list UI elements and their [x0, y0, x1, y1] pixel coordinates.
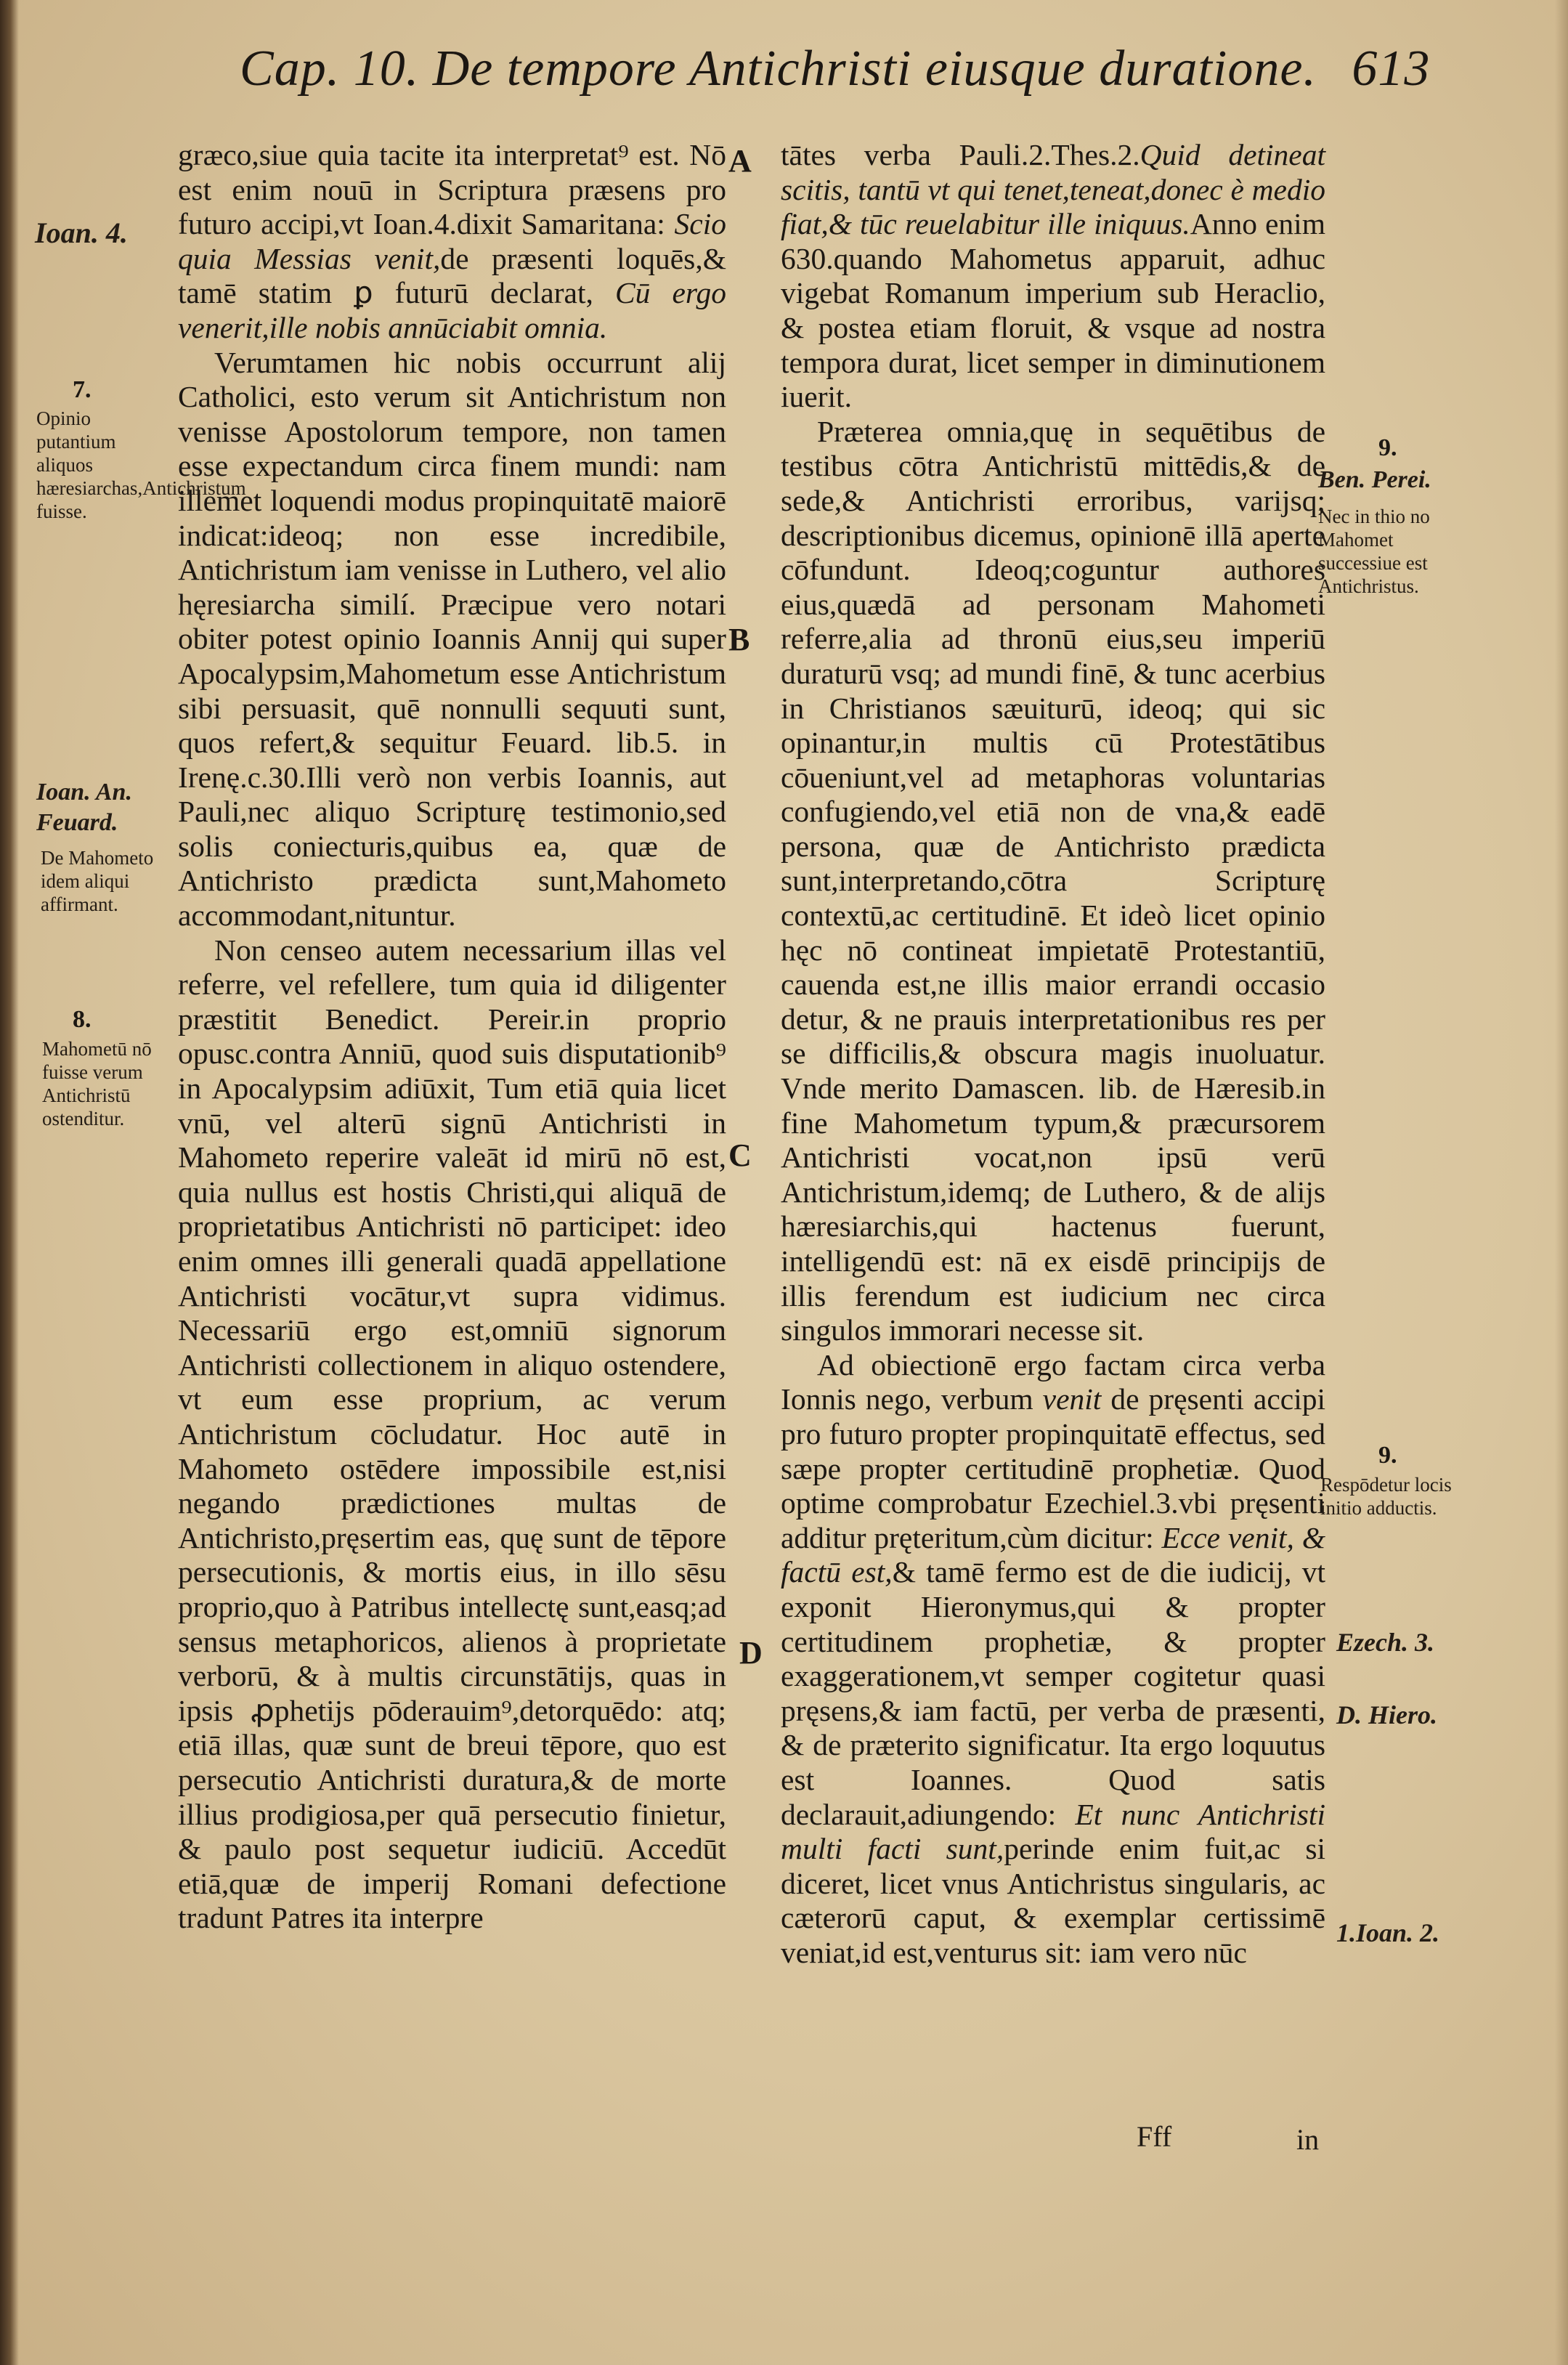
- section-letter-b: B: [728, 622, 750, 657]
- margin-ref-hiero: D. Hiero.: [1336, 1700, 1437, 1729]
- margin-note-7: Opinio putantium aliquos hæresiarchas,Antichristum fuisse.: [36, 407, 246, 522]
- running-header: [240, 29, 1518, 109]
- right-paragraph-1: tātes verba Pauli.2.Thes.2.Quid detineat scitis, tantū vt qui tenet,teneat,donec è medio fiat,& tūc reuelabitur ille iniquus.Anno enim 630.quando Mahometus apparuit, adhuc vigebat Romanum imperium sub Heraclio, & postea etiam floruit, & vsque ad nostra tempora durat, licet semper in diminutionem iuerit.: [781, 138, 1325, 414]
- page-edge-shadow: [1555, 0, 1568, 2365]
- right-text-column: [781, 138, 1325, 1970]
- margin-number-7: 7.: [73, 376, 92, 403]
- margin-number-9b: 9.: [1378, 1442, 1397, 1469]
- section-letter-a: A: [728, 143, 752, 179]
- margin-ref-ezech: Ezech. 3.: [1336, 1628, 1434, 1657]
- margin-ref-pereir: Ben. Perei.: [1318, 466, 1431, 493]
- margin-note-8: Mahometū nō fuisse verum Antichristū ostenditur.: [42, 1038, 152, 1129]
- margin-note-pereir: Nec in thio no Mahomet successiue est Antichristus.: [1318, 506, 1430, 597]
- binding-gutter: [0, 0, 19, 2365]
- margin-note-9b: Respōdetur locis initio adductis.: [1320, 1474, 1452, 1519]
- header-title: Cap. 10. De tempore Antichristi eiusque duratione.: [240, 41, 1317, 97]
- section-letter-c: C: [728, 1137, 752, 1173]
- margin-note-annius: De Mahometo idem aliqui affirmant.: [41, 847, 154, 915]
- left-paragraph-2: Verumtamen hic nobis occurrunt alij Catholici, esto verum sit Antichristum non venisse Apostolorum tempore, non tamen esse expectandum circa finem mundi: nam illemet loquendi modus propinquitatē maiorē indicat:ideoq; non esse incredibile, Antichristum iam venisse in Luthero, vel alio hęresiarcha similí. Præcipue vero notari obiter potest opinio Ioannis Annij qui super Apocalypsim,Mahometum esse Antichristum sibi persuasit, quē nonnulli sequuti sunt, quos refert,& sequitur Feuard. lib.5. in Irenę.c.30.Illi verò non verbis Ioannis, aut Pauli,nec aliquo Scripturę testimonio,sed solis coniecturis,quibus ea, quæ de Antichristo prædicta sunt,Mahometo accommodant,nituntur.: [178, 345, 726, 933]
- margin-number-8: 8.: [73, 1006, 92, 1033]
- section-letter-d: D: [739, 1635, 763, 1671]
- right-paragraph-2: Præterea omnia,quę in sequētibus de testibus cōtra Antichristū mittēdis,& de sede,& Antichristi erroribus, varijsq; descriptionibus dicemus, opinionē illā aperte cōfundunt. Ideoq;coguntur authores eius,quædā ad personam Mahometi referre,alia ad thronū eius,seu imperiū duraturū vsq; ad mundi finē, & tunc acerbius in Christianos sæuiturū, ideoq; qui sic opinantur,in multis cū Protestātibus cōueniunt,vel ad metaphoras voluntarias confugiendo,vel etiā non de vna,& eadē persona, quæ de Antichristo prædicta sunt,interpretando,cōtra Scripturę contextū,ac certitudinē. Et ideò licet opinio hęc nō contineat impietatē Protestantiū, cauenda est,ne illis maior errandi occasio detur, & ne prauis interpretationibus res per se difficilis,& obscura magis inuoluatur. Vnde merito Damascen. lib. de Hæresib.in fine Mahometum typum,& præcursorem Antichristi vocat,non ipsū verū Antichristum,idemq; de Luthero, & de alijs hæresiarchis,qui hactenus fuerunt, intelligendū est: nā ex eisdē principijs de illis ferendum est iudicium nec circa singulos immorari necesse sit.: [781, 414, 1325, 1347]
- right-paragraph-3: Ad obiectionē ergo factam circa verba Ionnis nego, verbum venit de pręsenti accipi pro futuro propter propinquitatē effectus, sed sæpe propter certitudinē prophetiæ. Quod optime comprobatur Ezechiel.3.vbi pręsenti additur pręteritum,cùm dicitur: Ecce venit, & factū est,& tamē fermo est de die iudicij, vt exponit Hieronymus,qui & propter certitudinem prophetiæ, & propter exaggerationem,vt semper cogitetur quasi pręsens,& iam factū, per verba de præsenti, & de præterito significatur. Ita ergo loquutus est Ioannes. Quod satis declarauit,adiungendo: Et nunc Antichristi multi facti sunt,perinde enim fuit,ac si diceret, licet vnus Antichristus singularis, ac cæterorū caput, & exemplar certissimē veniat,id est,venturus sit: iam vero nūc: [781, 1347, 1325, 1969]
- left-paragraph-3: Non censeo autem necessarium illas vel referre, vel refellere, tum quia id diligenter præstitit Benedict. Pereir.in proprio opusc.contra Anniū, quod suis disputationib⁹ in Apocalypsim adiūxit, Tum etiā quia licet vnū, vel alterū signū Antichristi in Mahometo reperire valeāt id mirū nō est, quia nullus est hostis Christi,qui aliquā de proprietatibus Antichristi nō participet: ideo enim omnes illi generali quadā appellatione Antichristi vocātur,vt supra vidimus. Necessariū ergo est,omniū signorum Antichristi collectionem in aliquo ostendere, vt eum esse proprium, ac verum Antichristum cōcludatur. Hoc autē in Mahometo ostēdere impossibile est,nisi negando prædictiones multas de Antichristo,pręsertim eas, quę sunt de tēpore persecutionis, & mortis eius, in illo sēsu proprio,quo à Patribus intellectę sunt,easq;ad sensus metaphoricos, alienos à proprietate verborū, & à multis circunstātijs, quas in ipsis ꝓphetijs pōderauim⁹,detorquēdo: atq; etiā illas, quæ sunt de breui tēpore, quo est persecutio Antichristi duratura,& de morte illius prodigiosa,per quā persecutio finietur, & paulo post sequetur iudiciū. Accedūt etiā,quæ de imperij Romani defectione tradunt Patres ita interpre: [178, 933, 726, 1935]
- left-paragraph-1: græco,siue quia tacite ita interpretat⁹ est. Nō est enim nouū in Scriptura præsens pro futuro accipi,vt Ioan.4.dixit Samaritana: Scio quia Messias venit,de præsenti loquēs,& tamē statim ꝑ futurū declarat, Cū ergo venerit,ille nobis annūciabit omnia.: [178, 138, 726, 344]
- margin-ref-annius: Ioan. An. Feuard.: [36, 779, 132, 836]
- page-number: 613: [1352, 41, 1431, 97]
- signature-mark: Fff: [1137, 2120, 1172, 2153]
- catchword: in: [1296, 2123, 1320, 2156]
- margin-ref-ioan2: 1.Ioan. 2.: [1336, 1918, 1440, 1947]
- left-text-column: [178, 138, 726, 1936]
- margin-ref-ioan4: Ioan. 4.: [35, 216, 128, 249]
- margin-number-9a: 9.: [1378, 434, 1397, 461]
